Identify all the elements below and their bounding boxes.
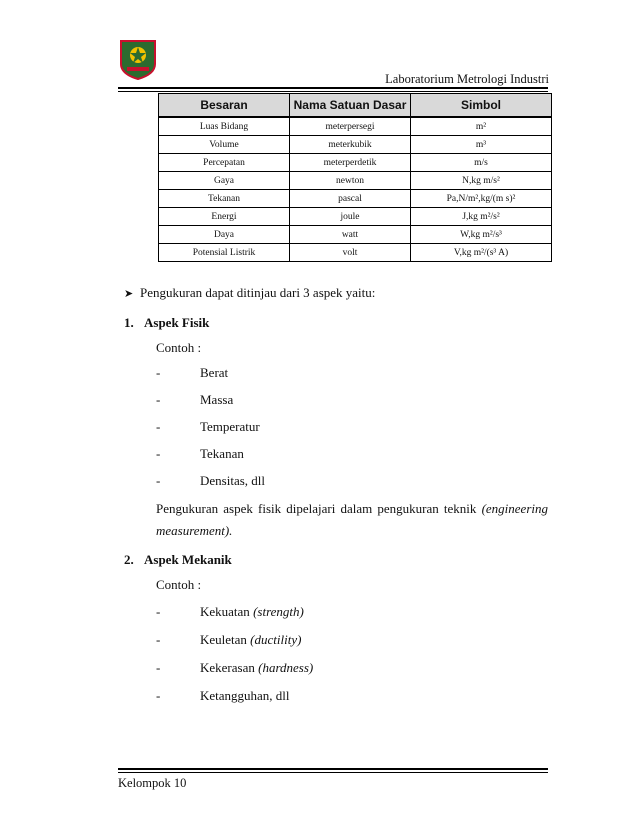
item-text: Densitas, dll [200, 473, 265, 488]
dash-bullet: - [156, 660, 161, 675]
footer-divider-thin [118, 772, 548, 773]
cell-besaran: Energi [159, 208, 290, 226]
cell-satuan: meterperdetik [290, 154, 411, 172]
cell-satuan: newton [290, 172, 411, 190]
list-item [156, 365, 228, 381]
units-table [158, 93, 552, 262]
dash-bullet: - [156, 446, 161, 461]
section-number: 2. [124, 552, 134, 567]
cell-besaran: Tekanan [159, 190, 290, 208]
header-title: Laboratorium Metrologi Industri [385, 72, 549, 86]
column-header-besaran: Besaran [159, 94, 290, 118]
item-text: Keuletan [200, 632, 251, 647]
column-header-nama-satuan: Nama Satuan Dasar [290, 94, 411, 118]
table-row [159, 244, 552, 262]
dash-bullet: - [156, 473, 161, 488]
item-italic: (ductility) [250, 632, 302, 647]
paragraph-italic: (engineering measurement). [156, 501, 548, 538]
item-italic: (strength) [253, 604, 304, 619]
cell-simbol: Pa,N/m²,kg/(m s)² [411, 190, 552, 208]
table-row [159, 136, 552, 154]
dash-bullet: - [156, 365, 161, 380]
cell-satuan: volt [290, 244, 411, 262]
cell-besaran: Volume [159, 136, 290, 154]
cell-besaran: Luas Bidang [159, 117, 290, 136]
item-italic: (hardness) [258, 660, 314, 675]
footer-divider [118, 768, 548, 770]
column-header-simbol: Simbol [411, 94, 552, 118]
table-row [159, 208, 552, 226]
item-text: Kekuatan [200, 604, 254, 619]
table-row [159, 190, 552, 208]
arrow-bullet-icon: ➤ [124, 288, 134, 300]
list-item [156, 473, 265, 489]
table-row [159, 117, 552, 136]
cell-besaran: Percepatan [159, 154, 290, 172]
section-title-text: Aspek Fisik [144, 315, 210, 330]
table-row [159, 154, 552, 172]
section-number: 1. [124, 315, 134, 330]
table-row [159, 226, 552, 244]
item-text: Tekanan [200, 446, 244, 461]
cell-satuan: watt [290, 226, 411, 244]
item-text: Temperatur [200, 419, 260, 434]
cell-simbol: m² [411, 117, 552, 136]
dash-bullet: - [156, 688, 161, 703]
list-item [156, 604, 304, 620]
table-header-row [159, 94, 552, 118]
cell-besaran: Potensial Listrik [159, 244, 290, 262]
paragraph-aspek-fisik [156, 498, 548, 542]
cell-satuan: meterkubik [290, 136, 411, 154]
list-item [156, 632, 301, 648]
contoh-label: Contoh : [156, 340, 202, 355]
list-item [156, 392, 233, 408]
cell-simbol: N,kg m/s² [411, 172, 552, 190]
dash-bullet: - [156, 604, 161, 619]
item-text: Massa [200, 392, 234, 407]
cell-simbol: m³ [411, 136, 552, 154]
list-item [156, 660, 313, 676]
contoh-label: Contoh : [156, 577, 202, 592]
cell-simbol: V,kg m²/(s³ A) [411, 244, 552, 262]
cell-simbol: J,kg m²/s² [411, 208, 552, 226]
cell-satuan: pascal [290, 190, 411, 208]
section-title-text: Aspek Mekanik [144, 552, 232, 567]
header-divider [118, 87, 548, 89]
cell-satuan: meterpersegi [290, 117, 411, 136]
cell-simbol: m/s [411, 154, 552, 172]
list-item [156, 446, 244, 462]
footer-text: Kelompok 10 [118, 776, 187, 790]
list-item [156, 419, 260, 435]
section-title-aspek-fisik [124, 315, 209, 331]
intro-bullet [124, 285, 375, 301]
cell-besaran: Daya [159, 226, 290, 244]
list-item [156, 688, 290, 704]
cell-satuan: joule [290, 208, 411, 226]
emblem-icon [118, 38, 158, 80]
cell-simbol: W,kg m²/s³ [411, 226, 552, 244]
header-divider-thin [118, 91, 548, 92]
intro-text: Pengukuran dapat ditinjau dari 3 aspek yaitu: [140, 285, 376, 300]
cell-besaran: Gaya [159, 172, 290, 190]
item-text: Ketangguhan, dll [200, 688, 290, 703]
dash-bullet: - [156, 632, 161, 647]
dash-bullet: - [156, 392, 161, 407]
item-text: Kekerasan [200, 660, 259, 675]
section-title-aspek-mekanik [124, 552, 232, 568]
table-row [159, 172, 552, 190]
dash-bullet: - [156, 419, 161, 434]
paragraph-text: Pengukuran aspek fisik dipelajari dalam pengukuran teknik [156, 501, 482, 516]
item-text: Berat [200, 365, 229, 380]
